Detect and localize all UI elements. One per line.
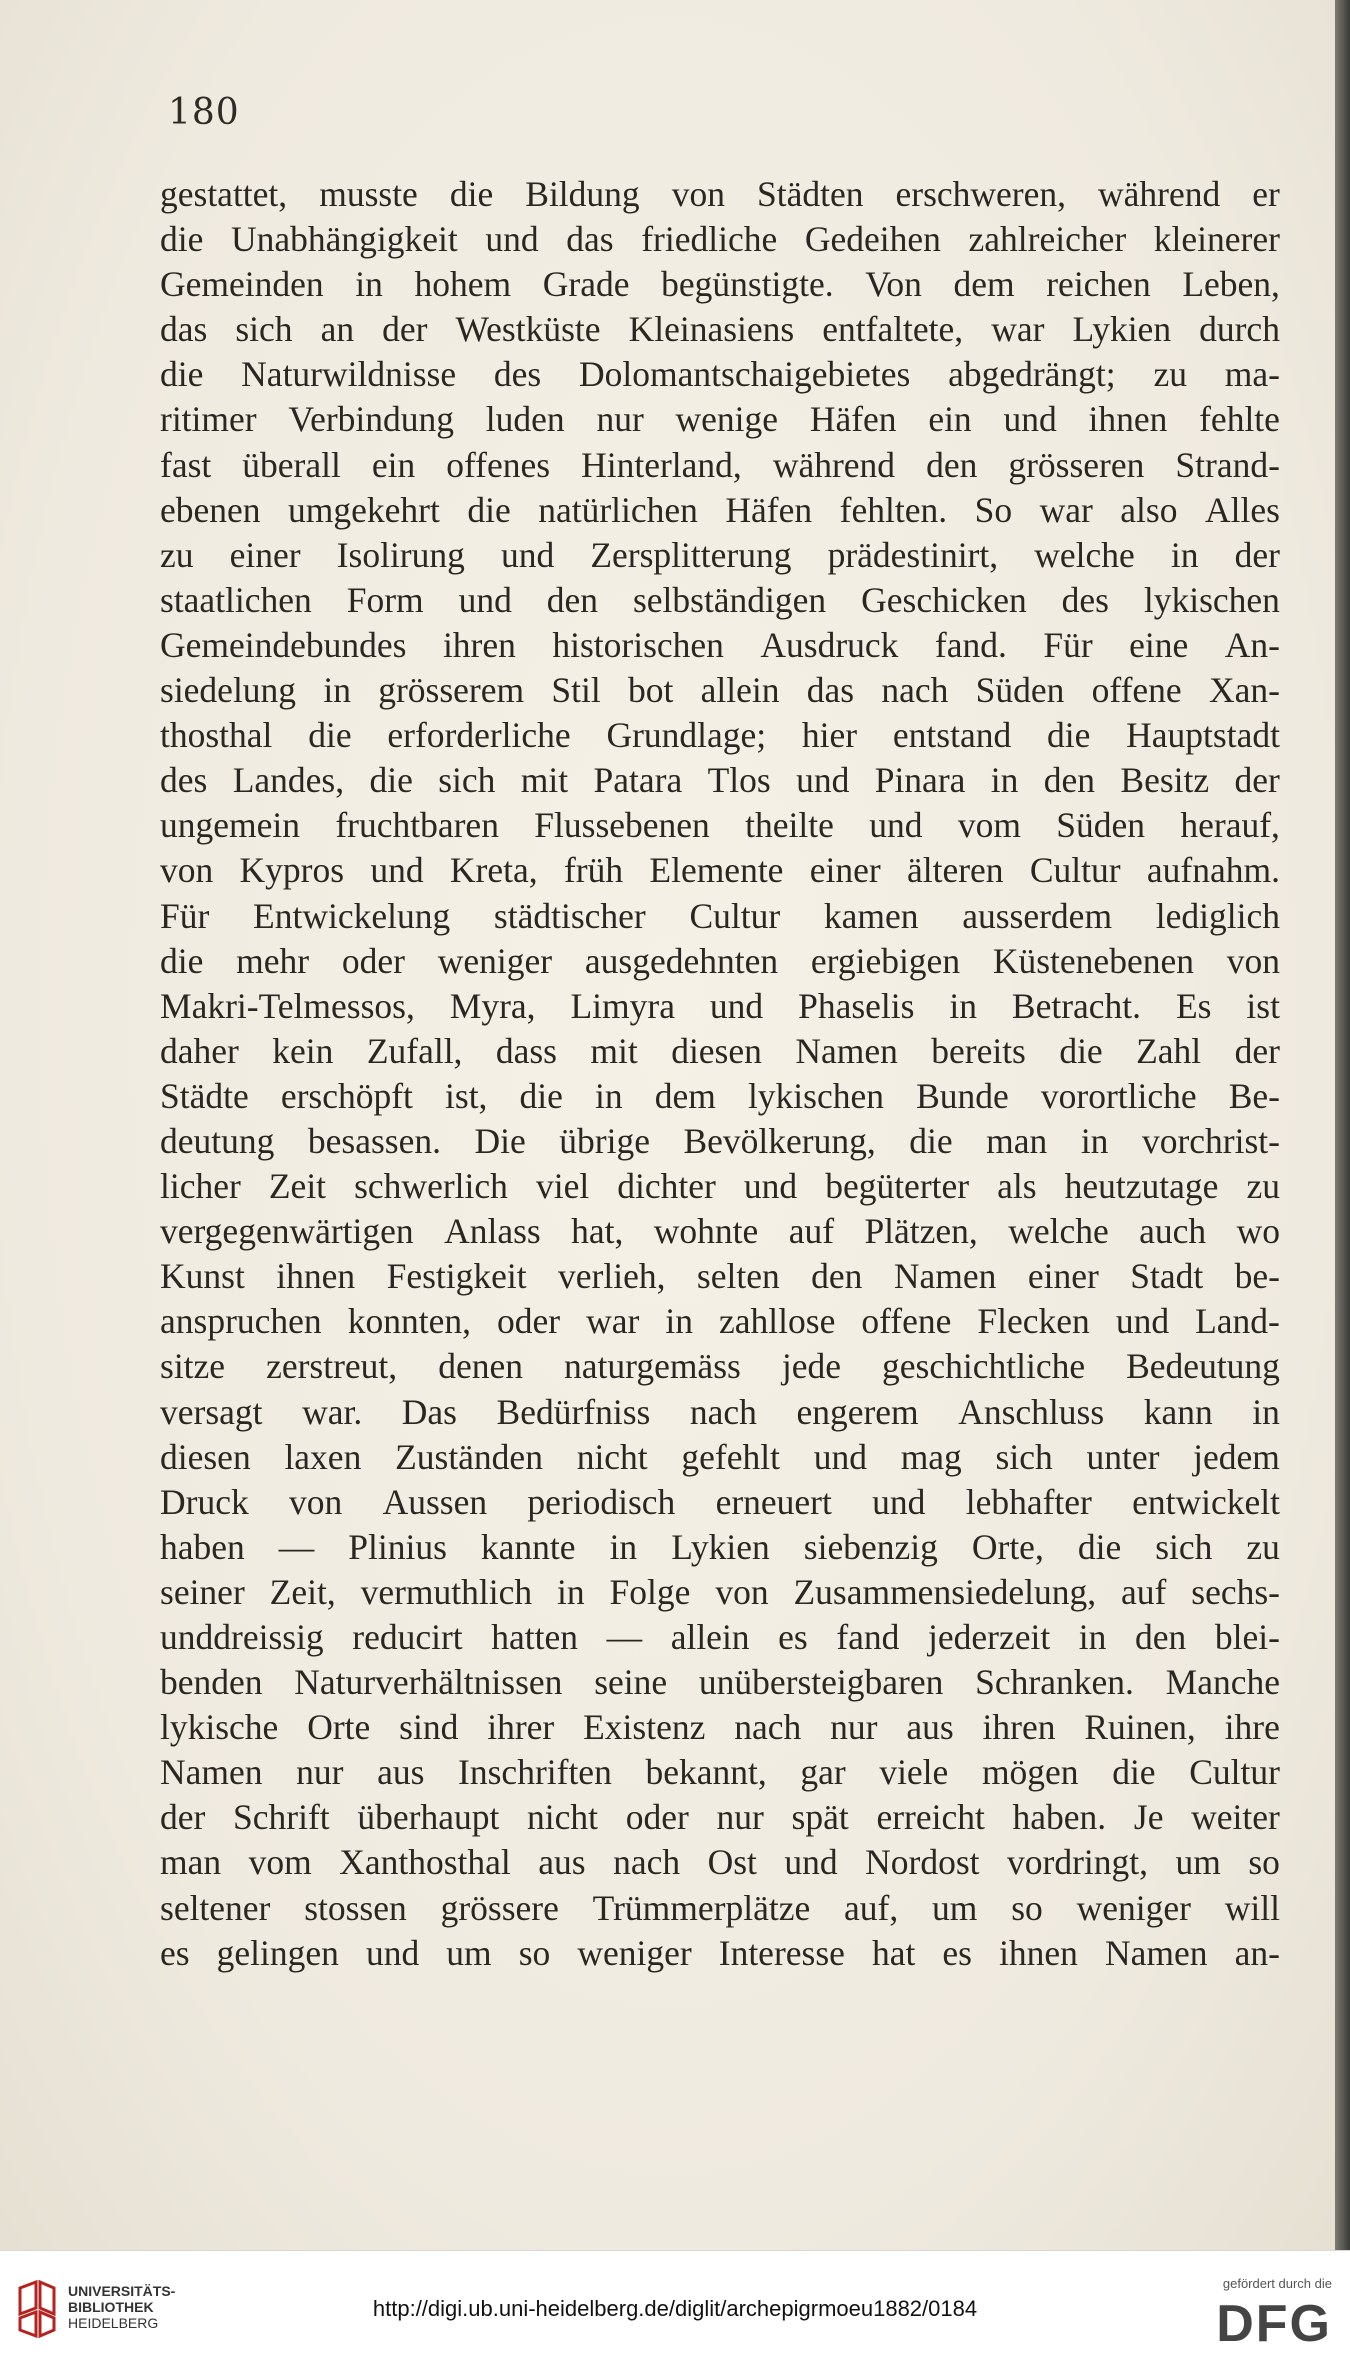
text-line: Druck von Aussen periodisch erneuert und lebhafter entwickelt <box>160 1481 1280 1522</box>
text-line: Städte erschöpft ist, die in dem lykischen Bunde vorortliche Be- <box>160 1075 1280 1116</box>
text-line: daher kein Zufall, dass mit diesen Namen bereits die Zahl der <box>160 1030 1280 1071</box>
scan-edge <box>1335 0 1350 2250</box>
text-line: haben — Plinius kannte in Lykien siebenzig Orte, die sich zu <box>160 1526 1280 1567</box>
text-line: es gelingen und um so weniger Interesse hat es ihnen Namen an- <box>160 1932 1280 1973</box>
text-line: fast überall ein offenes Hinterland, während den grösseren Strand- <box>160 444 1280 485</box>
text-line: thosthal die erforderliche Grundlage; hier entstand die Hauptstadt <box>160 715 1280 756</box>
text-line: seiner Zeit, vermuthlich in Folge von Zusammensiedelung, auf sechs- <box>160 1571 1280 1612</box>
text-line: die Naturwildnisse des Dolomantschaigebietes abgedrängt; zu ma- <box>160 354 1280 395</box>
body-text <box>160 172 1280 1976</box>
page-number: 180 <box>168 92 240 133</box>
text-line: sitze zerstreut, denen naturgemäss jede geschichtliche Bedeutung <box>160 1346 1280 1387</box>
permalink-url[interactable]: http://digi.ub.uni-heidelberg.de/diglit/archepigrmoeu1882/0184 <box>372 2296 978 2321</box>
text-line: Namen nur aus Inschriften bekannt, gar viele mögen die Cultur <box>160 1752 1280 1793</box>
library-name-line-1: UNIVERSITÄTS- <box>68 2283 176 2299</box>
text-line: siedelung in grösserem Stil bot allein das nach Süden offene Xan- <box>160 670 1280 711</box>
text-line: Gemeinden in hohem Grade begünstigte. Von dem reichen Leben, <box>160 264 1280 305</box>
funding-label: gefördert durch die <box>1222 2276 1332 2291</box>
text-line: lykische Orte sind ihrer Existenz nach nur aus ihren Ruinen, ihre <box>160 1707 1280 1748</box>
text-line: diesen laxen Zuständen nicht gefehlt und mag sich unter jedem <box>160 1436 1280 1477</box>
text-line: unddreissig reducirt hatten — allein es fand jederzeit in den blei- <box>160 1617 1280 1657</box>
text-line: vergegenwärtigen Anlass hat, wohnte auf Plätzen, welche auch wo <box>160 1211 1280 1252</box>
library-name-line-3: HEIDELBERG <box>68 2315 159 2331</box>
text-line: man vom Xanthosthal aus nach Ost und Nordost vordringt, um so <box>160 1842 1280 1883</box>
text-line: Kunst ihnen Festigkeit verlieh, selten den Namen einer Stadt be- <box>160 1256 1280 1297</box>
text-line: versagt war. Das Bedürfniss nach engerem Anschluss kann in <box>160 1391 1280 1432</box>
text-line: anspruchen konnten, oder war in zahllose offene Flecken und Land- <box>160 1301 1280 1342</box>
text-line: die mehr oder weniger ausgedehnten ergiebigen Küstenebenen von <box>160 940 1280 981</box>
text-line: zu einer Isolirung und Zersplitterung prädestinirt, welche in der <box>160 534 1280 575</box>
text-line: die Unabhängigkeit und das friedliche Gedeihen zahlreicher kleinerer <box>160 219 1280 260</box>
text-line: von Kypros und Kreta, früh Elemente einer älteren Cultur aufnahm. <box>160 850 1280 891</box>
text-line: das sich an der Westküste Kleinasiens entfaltete, war Lykien durch <box>160 309 1280 350</box>
library-name-line-2: BIBLIOTHEK <box>68 2299 154 2315</box>
text-line: der Schrift überhaupt nicht oder nur spät erreicht haben. Je weiter <box>160 1797 1280 1838</box>
text-line: ebenen umgekehrt die natürlichen Häfen fehlten. So war also Alles <box>160 489 1280 530</box>
text-line: licher Zeit schwerlich viel dichter und begüterter als heutzutage zu <box>160 1166 1280 1207</box>
text-line: seltener stossen grössere Trümmerplätze auf, um so weniger will <box>160 1887 1280 1928</box>
text-line: gestattet, musste die Bildung von Städten erschweren, während er <box>160 174 1280 214</box>
text-line: benden Naturverhältnissen seine unübersteigbaren Schranken. Manche <box>160 1662 1280 1703</box>
dfg-logo: DFG <box>1216 2295 1332 2353</box>
text-line: ritimer Verbindung luden nur wenige Häfen ein und ihnen fehlte <box>160 399 1280 440</box>
text-line: Gemeindebundes ihren historischen Ausdruck fand. Für eine An- <box>160 624 1280 665</box>
text-line: ungemein fruchtbaren Flussebenen theilte und vom Süden herauf, <box>160 805 1280 846</box>
text-line: Für Entwickelung städtischer Cultur kamen ausserdem lediglich <box>160 895 1280 936</box>
text-line: staatlichen Form und den selbständigen Geschicken des lykischen <box>160 579 1280 620</box>
text-line: des Landes, die sich mit Patara Tlos und Pinara in den Besitz der <box>160 760 1280 801</box>
text-line: Makri-Telmessos, Myra, Limyra und Phaselis in Betracht. Es ist <box>160 985 1280 1026</box>
text-line: deutung besassen. Die übrige Bevölkerung, die man in vorchrist- <box>160 1120 1280 1161</box>
